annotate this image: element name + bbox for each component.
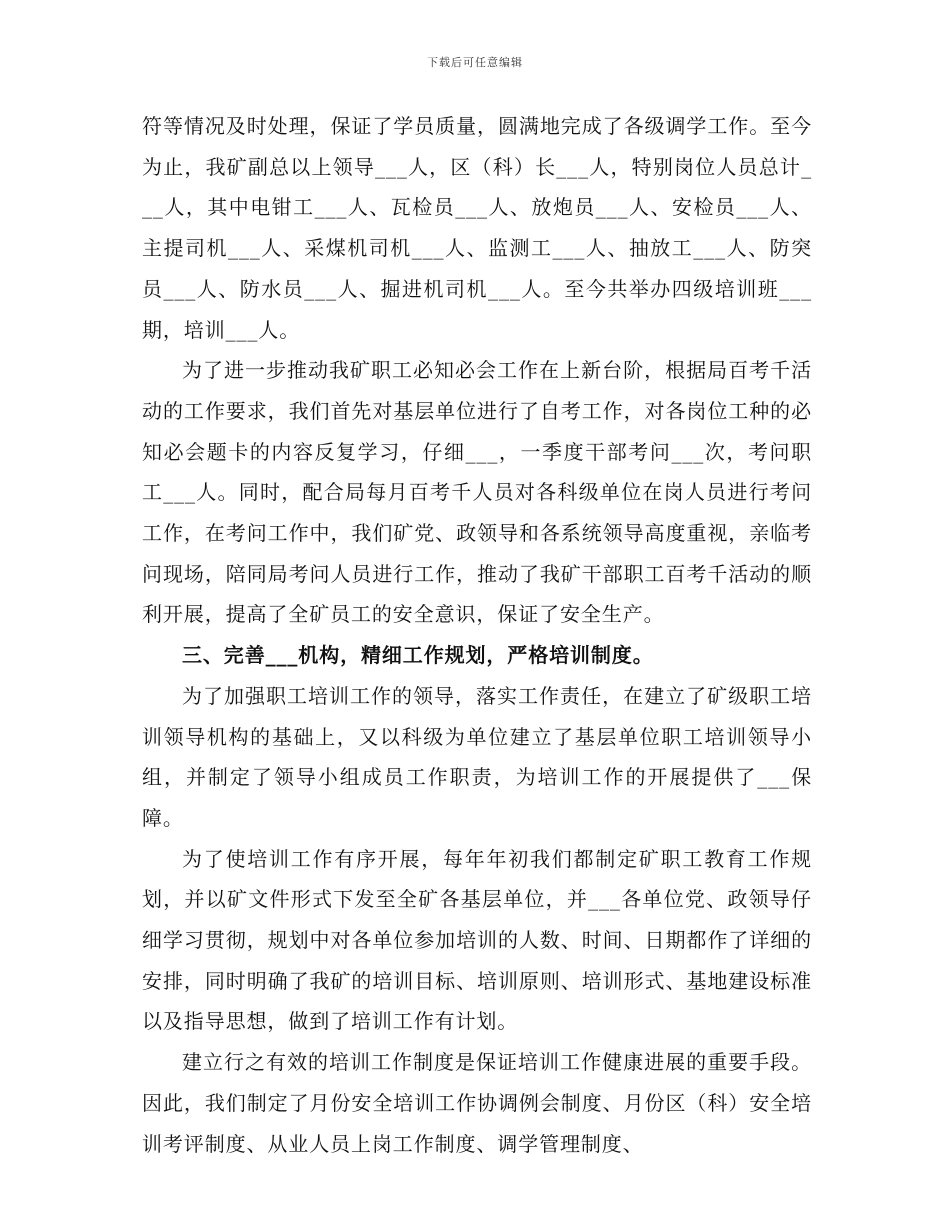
paragraph-leadership: 为了加强职工培训工作的领导，落实工作责任，在建立了矿级职工培训领导机构的基础上，又以科级为单位建立了基层单位职工培训领导小组，并制定了领导小组成员工作职责，为培训工作的开展提供了___保障。	[142, 683, 812, 830]
paragraph-rules: 建立行之有效的培训工作制度是保证培训工作健康进展的重要手段。因此，我们制定了月份安全培训工作协调例会制度、月份区（科）安全培训考评制度、从业人员上岗工作制度、调学管理制度、	[142, 1050, 812, 1156]
page-header: 下载后可任意编辑	[427, 56, 523, 69]
paragraph-exam-activity: 为了进一步推动我矿职工必知必会工作在上新台阶，根据局百考千活动的工作要求，我们首先对基层单位进行了自考工作，对各岗位工种的必知必会题卡的内容反复学习，仔细___，一季度干部考问___次，考问职工___人。同时，配合局每月百考千人员对各科级单位在岗人员进行考问工作，在考问工作中，我们矿党、政领导和各系统领导高度重视，亲临考问现场，陪同局考问人员进行工作，推动了我矿干部职工百考千活动的顺利开展，提高了全矿员工的安全意识，保证了安全生产。	[142, 358, 812, 627]
section-heading: 三、完善___机构，精细工作规划，严格培训制度。	[182, 643, 654, 668]
document-body	[142, 106, 812, 1164]
paragraph-continuation: 符等情况及时处理，保证了学员质量，圆满地完成了各级调学工作。至今为止，我矿副总以上领导___人，区（科）长___人，特别岗位人员总计___人，其中电钳工___人、瓦检员___人、放炮员___人、安检员___人、主提司机___人、采煤机司机___人、监测工___人、抽放工___人、防突员___人、防水员___人、掘进机司机___人。至今共举办四级培训班___期，培训___人。	[142, 114, 812, 342]
paragraph-planning: 为了使培训工作有序开展，每年年初我们都制定矿职工教育工作规划，并以矿文件形式下发至全矿各基层单位，并___各单位党、政领导仔细学习贯彻，规划中对各单位参加培训的人数、时间、日期都作了详细的安排，同时明确了我矿的培训目标、培训原则、培训形式、基地建设标准以及指导思想，做到了培训工作有计划。	[142, 846, 812, 1034]
